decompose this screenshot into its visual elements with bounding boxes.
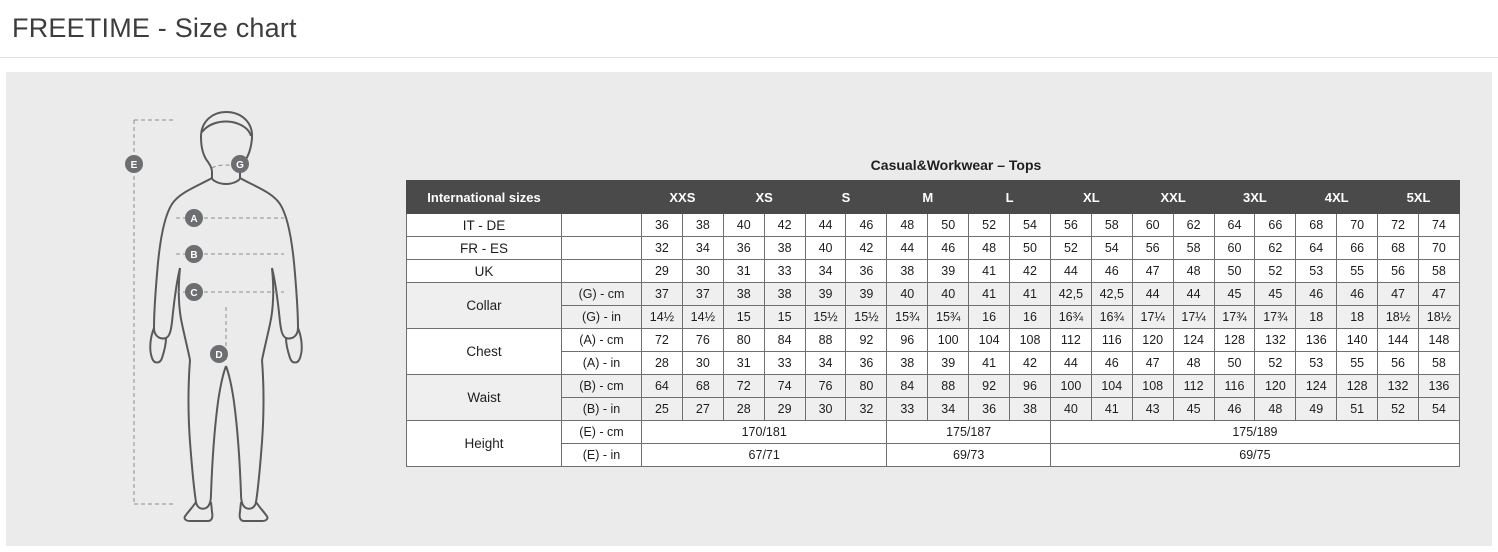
header-size-4xl: 4XL bbox=[1296, 181, 1378, 214]
table-cell: 40 bbox=[723, 214, 764, 237]
table-cell: 72 bbox=[723, 375, 764, 398]
table-cell: 44 bbox=[887, 237, 928, 260]
table-cell-group: 67/71 bbox=[642, 444, 887, 467]
table-cell: 18½ bbox=[1378, 306, 1419, 329]
table-cell: 39 bbox=[805, 283, 846, 306]
header-size-m: M bbox=[887, 181, 969, 214]
row-label: FR - ES bbox=[407, 237, 562, 260]
table-cell: 29 bbox=[642, 260, 683, 283]
table-cell: 84 bbox=[887, 375, 928, 398]
table-cell: 55 bbox=[1337, 352, 1378, 375]
table-cell: 52 bbox=[1255, 260, 1296, 283]
table-cell: 56 bbox=[1378, 260, 1419, 283]
table-cell: 38 bbox=[887, 352, 928, 375]
table-cell: 42,5 bbox=[1091, 283, 1132, 306]
table-cell: 33 bbox=[764, 352, 805, 375]
table-cell: 68 bbox=[682, 375, 723, 398]
table-cell: 46 bbox=[1296, 283, 1337, 306]
table-cell: 44 bbox=[1132, 283, 1173, 306]
table-row bbox=[407, 306, 1460, 329]
table-cell: 40 bbox=[805, 237, 846, 260]
table-cell: 58 bbox=[1173, 237, 1214, 260]
table-cell: 88 bbox=[928, 375, 969, 398]
table-cell: 17¼ bbox=[1132, 306, 1173, 329]
table-cell: 136 bbox=[1418, 375, 1459, 398]
row-label: Collar bbox=[407, 283, 562, 329]
table-cell: 48 bbox=[969, 237, 1010, 260]
table-cell: 28 bbox=[723, 398, 764, 421]
table-cell: 34 bbox=[805, 352, 846, 375]
table-cell: 52 bbox=[1378, 398, 1419, 421]
table-cell: 52 bbox=[1255, 352, 1296, 375]
table-cell: 43 bbox=[1132, 398, 1173, 421]
table-cell: 15½ bbox=[805, 306, 846, 329]
table-row bbox=[407, 444, 1460, 467]
table-cell: 42 bbox=[1010, 352, 1051, 375]
header-size-5xl: 5XL bbox=[1378, 181, 1460, 214]
table-cell: 104 bbox=[1091, 375, 1132, 398]
table-cell: 41 bbox=[969, 283, 1010, 306]
row-label: Waist bbox=[407, 375, 562, 421]
table-cell: 48 bbox=[887, 214, 928, 237]
svg-text:E: E bbox=[130, 160, 138, 171]
table-cell: 42,5 bbox=[1050, 283, 1091, 306]
table-cell: 66 bbox=[1255, 214, 1296, 237]
table-cell: 92 bbox=[969, 375, 1010, 398]
table-cell: 37 bbox=[682, 283, 723, 306]
table-cell: 45 bbox=[1255, 283, 1296, 306]
row-label: Chest bbox=[407, 329, 562, 375]
header-size-xs: XS bbox=[723, 181, 805, 214]
row-label: IT - DE bbox=[407, 214, 562, 237]
table-cell: 76 bbox=[682, 329, 723, 352]
table-cell: 44 bbox=[1050, 352, 1091, 375]
table-cell: 16 bbox=[1010, 306, 1051, 329]
svg-text:D: D bbox=[215, 350, 223, 361]
table-cell: 132 bbox=[1255, 329, 1296, 352]
table-cell: 42 bbox=[846, 237, 887, 260]
svg-text:C: C bbox=[190, 288, 198, 299]
table-cell: 51 bbox=[1337, 398, 1378, 421]
table-row bbox=[407, 375, 1460, 398]
table-cell: 120 bbox=[1132, 329, 1173, 352]
table-cell: 38 bbox=[764, 283, 805, 306]
table-cell: 17¾ bbox=[1214, 306, 1255, 329]
table-cell: 112 bbox=[1173, 375, 1214, 398]
table-cell: 136 bbox=[1296, 329, 1337, 352]
table-cell: 18 bbox=[1337, 306, 1378, 329]
row-sublabel bbox=[562, 214, 642, 237]
table-cell: 124 bbox=[1296, 375, 1337, 398]
table-cell: 38 bbox=[1010, 398, 1051, 421]
table-cell: 104 bbox=[969, 329, 1010, 352]
table-cell-group: 170/181 bbox=[642, 421, 887, 444]
table-cell-group: 175/187 bbox=[887, 421, 1051, 444]
row-sublabel bbox=[562, 237, 642, 260]
row-sublabel: (A) - cm bbox=[562, 329, 642, 352]
table-cell: 16¾ bbox=[1091, 306, 1132, 329]
table-cell: 52 bbox=[969, 214, 1010, 237]
table-cell: 41 bbox=[969, 352, 1010, 375]
table-cell: 144 bbox=[1378, 329, 1419, 352]
row-sublabel: (A) - in bbox=[562, 352, 642, 375]
header-size-3xl: 3XL bbox=[1214, 181, 1296, 214]
size-chart-table-wrapper bbox=[406, 157, 1466, 467]
table-cell: 36 bbox=[642, 214, 683, 237]
body-measurement-figure bbox=[116, 102, 336, 522]
row-sublabel: (E) - in bbox=[562, 444, 642, 467]
table-cell: 36 bbox=[723, 237, 764, 260]
table-cell: 50 bbox=[1214, 260, 1255, 283]
table-cell-group: 175/189 bbox=[1050, 421, 1459, 444]
table-cell-group: 69/73 bbox=[887, 444, 1051, 467]
table-cell: 33 bbox=[887, 398, 928, 421]
table-cell: 72 bbox=[1378, 214, 1419, 237]
table-cell: 108 bbox=[1010, 329, 1051, 352]
table-cell: 14½ bbox=[642, 306, 683, 329]
table-cell: 64 bbox=[642, 375, 683, 398]
table-cell: 62 bbox=[1173, 214, 1214, 237]
table-cell: 47 bbox=[1378, 283, 1419, 306]
table-cell: 128 bbox=[1214, 329, 1255, 352]
table-cell: 54 bbox=[1091, 237, 1132, 260]
table-cell: 27 bbox=[682, 398, 723, 421]
table-cell: 47 bbox=[1418, 283, 1459, 306]
table-cell: 53 bbox=[1296, 260, 1337, 283]
table-body bbox=[407, 214, 1460, 467]
table-title: Casual&Workwear – Tops bbox=[870, 157, 1042, 173]
table-row bbox=[407, 352, 1460, 375]
table-cell: 42 bbox=[764, 214, 805, 237]
svg-text:G: G bbox=[236, 160, 244, 171]
table-cell: 46 bbox=[1337, 283, 1378, 306]
table-cell: 29 bbox=[764, 398, 805, 421]
table-row bbox=[407, 398, 1460, 421]
table-cell: 15¾ bbox=[928, 306, 969, 329]
table-cell: 56 bbox=[1132, 237, 1173, 260]
table-cell: 41 bbox=[1010, 283, 1051, 306]
table-cell: 40 bbox=[1050, 398, 1091, 421]
table-cell: 38 bbox=[764, 237, 805, 260]
table-cell: 36 bbox=[969, 398, 1010, 421]
table-cell: 46 bbox=[1091, 260, 1132, 283]
table-cell: 41 bbox=[1091, 398, 1132, 421]
table-cell: 46 bbox=[1091, 352, 1132, 375]
table-cell: 64 bbox=[1214, 214, 1255, 237]
table-cell: 148 bbox=[1418, 329, 1459, 352]
header-international-sizes: International sizes bbox=[407, 181, 562, 214]
header-size-xl: XL bbox=[1050, 181, 1132, 214]
size-chart-table bbox=[406, 180, 1460, 467]
table-cell: 15½ bbox=[846, 306, 887, 329]
table-cell: 140 bbox=[1337, 329, 1378, 352]
page-header bbox=[0, 0, 1498, 58]
table-cell: 38 bbox=[682, 214, 723, 237]
table-cell: 66 bbox=[1337, 237, 1378, 260]
row-sublabel: (B) - in bbox=[562, 398, 642, 421]
table-row bbox=[407, 260, 1460, 283]
table-cell: 70 bbox=[1418, 237, 1459, 260]
table-cell: 28 bbox=[642, 352, 683, 375]
table-cell: 74 bbox=[764, 375, 805, 398]
table-cell: 116 bbox=[1091, 329, 1132, 352]
table-cell: 44 bbox=[1050, 260, 1091, 283]
table-cell: 108 bbox=[1132, 375, 1173, 398]
table-cell: 18 bbox=[1296, 306, 1337, 329]
table-cell: 40 bbox=[887, 283, 928, 306]
table-cell: 40 bbox=[928, 283, 969, 306]
row-sublabel: (G) - cm bbox=[562, 283, 642, 306]
table-cell: 70 bbox=[1337, 214, 1378, 237]
table-cell: 58 bbox=[1418, 260, 1459, 283]
table-cell: 30 bbox=[682, 352, 723, 375]
table-cell: 17¾ bbox=[1255, 306, 1296, 329]
table-cell: 58 bbox=[1418, 352, 1459, 375]
table-cell: 55 bbox=[1337, 260, 1378, 283]
table-cell: 48 bbox=[1255, 398, 1296, 421]
table-cell: 128 bbox=[1337, 375, 1378, 398]
table-cell: 72 bbox=[642, 329, 683, 352]
row-sublabel: (B) - cm bbox=[562, 375, 642, 398]
table-cell: 47 bbox=[1132, 352, 1173, 375]
page-title: FREETIME - Size chart bbox=[12, 13, 297, 43]
table-cell: 32 bbox=[642, 237, 683, 260]
table-header-row bbox=[407, 181, 1460, 214]
table-row bbox=[407, 214, 1460, 237]
svg-text:B: B bbox=[190, 250, 198, 261]
table-cell: 96 bbox=[1010, 375, 1051, 398]
table-cell: 74 bbox=[1418, 214, 1459, 237]
header-size-xxl: XXL bbox=[1132, 181, 1214, 214]
table-cell: 41 bbox=[969, 260, 1010, 283]
table-cell: 56 bbox=[1050, 214, 1091, 237]
table-cell: 47 bbox=[1132, 260, 1173, 283]
row-label: UK bbox=[407, 260, 562, 283]
table-cell: 48 bbox=[1173, 260, 1214, 283]
table-cell: 100 bbox=[928, 329, 969, 352]
header-size-xxs: XXS bbox=[642, 181, 724, 214]
table-cell: 68 bbox=[1296, 214, 1337, 237]
table-cell: 25 bbox=[642, 398, 683, 421]
table-row bbox=[407, 283, 1460, 306]
table-cell: 53 bbox=[1296, 352, 1337, 375]
table-row bbox=[407, 421, 1460, 444]
row-sublabel bbox=[562, 260, 642, 283]
table-cell: 50 bbox=[1010, 237, 1051, 260]
table-cell: 92 bbox=[846, 329, 887, 352]
table-cell: 34 bbox=[928, 398, 969, 421]
table-cell: 18½ bbox=[1418, 306, 1459, 329]
table-cell: 124 bbox=[1173, 329, 1214, 352]
table-cell: 50 bbox=[928, 214, 969, 237]
table-cell: 120 bbox=[1255, 375, 1296, 398]
table-cell: 39 bbox=[846, 283, 887, 306]
table-cell: 64 bbox=[1296, 237, 1337, 260]
table-cell: 32 bbox=[846, 398, 887, 421]
header-size-l: L bbox=[969, 181, 1051, 214]
table-row bbox=[407, 237, 1460, 260]
table-cell: 46 bbox=[928, 237, 969, 260]
table-cell: 45 bbox=[1173, 398, 1214, 421]
row-sublabel: (E) - cm bbox=[562, 421, 642, 444]
table-cell: 31 bbox=[723, 352, 764, 375]
table-cell: 34 bbox=[805, 260, 846, 283]
table-cell: 34 bbox=[682, 237, 723, 260]
table-cell: 60 bbox=[1214, 237, 1255, 260]
table-cell: 39 bbox=[928, 352, 969, 375]
table-cell: 38 bbox=[887, 260, 928, 283]
table-cell: 45 bbox=[1214, 283, 1255, 306]
table-cell: 33 bbox=[764, 260, 805, 283]
table-cell: 50 bbox=[1214, 352, 1255, 375]
table-cell: 42 bbox=[1010, 260, 1051, 283]
table-cell: 15¾ bbox=[887, 306, 928, 329]
table-cell: 30 bbox=[805, 398, 846, 421]
table-cell: 132 bbox=[1378, 375, 1419, 398]
table-cell: 56 bbox=[1378, 352, 1419, 375]
svg-text:A: A bbox=[190, 214, 198, 225]
table-cell: 116 bbox=[1214, 375, 1255, 398]
table-cell: 46 bbox=[846, 214, 887, 237]
table-cell-group: 69/75 bbox=[1050, 444, 1459, 467]
table-cell: 16¾ bbox=[1050, 306, 1091, 329]
table-cell: 88 bbox=[805, 329, 846, 352]
table-cell: 15 bbox=[764, 306, 805, 329]
table-cell: 80 bbox=[846, 375, 887, 398]
table-cell: 80 bbox=[723, 329, 764, 352]
table-cell: 76 bbox=[805, 375, 846, 398]
content-panel bbox=[6, 72, 1492, 546]
table-cell: 62 bbox=[1255, 237, 1296, 260]
table-cell: 46 bbox=[1214, 398, 1255, 421]
table-cell: 60 bbox=[1132, 214, 1173, 237]
table-cell: 38 bbox=[723, 283, 764, 306]
table-cell: 30 bbox=[682, 260, 723, 283]
table-cell: 31 bbox=[723, 260, 764, 283]
table-cell: 37 bbox=[642, 283, 683, 306]
table-cell: 36 bbox=[846, 352, 887, 375]
table-cell: 17¼ bbox=[1173, 306, 1214, 329]
header-size-s: S bbox=[805, 181, 887, 214]
table-row bbox=[407, 329, 1460, 352]
row-sublabel: (G) - in bbox=[562, 306, 642, 329]
table-cell: 36 bbox=[846, 260, 887, 283]
table-cell: 68 bbox=[1378, 237, 1419, 260]
table-cell: 49 bbox=[1296, 398, 1337, 421]
table-cell: 44 bbox=[1173, 283, 1214, 306]
header-measure-unit bbox=[562, 181, 642, 214]
table-cell: 44 bbox=[805, 214, 846, 237]
table-cell: 54 bbox=[1418, 398, 1459, 421]
table-cell: 112 bbox=[1050, 329, 1091, 352]
table-cell: 84 bbox=[764, 329, 805, 352]
table-cell: 14½ bbox=[682, 306, 723, 329]
table-cell: 96 bbox=[887, 329, 928, 352]
table-cell: 52 bbox=[1050, 237, 1091, 260]
table-cell: 100 bbox=[1050, 375, 1091, 398]
row-label: Height bbox=[407, 421, 562, 467]
table-cell: 54 bbox=[1010, 214, 1051, 237]
table-cell: 16 bbox=[969, 306, 1010, 329]
table-cell: 58 bbox=[1091, 214, 1132, 237]
table-cell: 39 bbox=[928, 260, 969, 283]
table-cell: 15 bbox=[723, 306, 764, 329]
table-cell: 48 bbox=[1173, 352, 1214, 375]
